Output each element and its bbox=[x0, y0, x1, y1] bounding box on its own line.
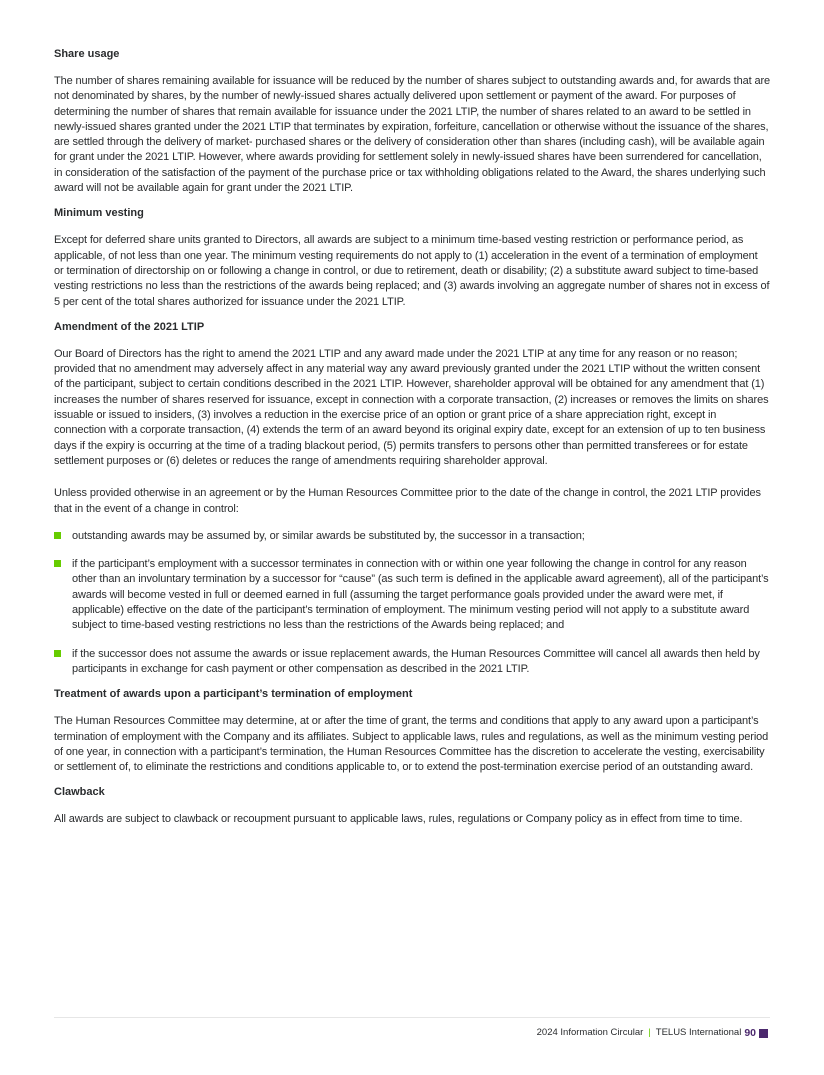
list-item-text: if the successor does not assume the awards or issue replacement awards, the Human Resources Committee will cancel all awards then held by participants in exchange for cash payment or other compensation as described in the 2021 LTIP. bbox=[72, 647, 760, 675]
section-termination bbox=[54, 687, 770, 775]
brand-square-icon bbox=[759, 1029, 768, 1038]
footer-separator: | bbox=[648, 1027, 651, 1038]
square-bullet-icon bbox=[54, 650, 61, 657]
section-heading: Treatment of awards upon a participant’s termination of employment bbox=[54, 688, 413, 701]
footer-divider bbox=[54, 1017, 770, 1018]
section-minimum-vesting bbox=[54, 206, 770, 309]
paragraph: Except for deferred share units granted to Directors, all awards are subject to a minimum time-based vesting restriction or performance period, as applicable, of not less than one year. The minimum vesting requirements do not apply to (1) acceleration in the event of a termination of employment or termination of directorship on or following a change in control, or due to retirement, death or disability; (2) a substitute award subject to time-based vesting restrictions no less than the restrictions of the awards being replaced; and (3) awards involving an aggregate number of shares not in excess of 5 per cent of the total shares authorized for issuance under the 2021 LTIP. bbox=[54, 234, 770, 308]
page-number: 90 bbox=[744, 1027, 756, 1039]
list-item-text: outstanding awards may be assumed by, or similar awards be substituted by, the successor in a transaction; bbox=[72, 529, 585, 542]
list-item bbox=[54, 557, 770, 633]
section-amendment bbox=[54, 320, 770, 677]
list-item bbox=[54, 647, 770, 678]
section-heading: Minimum vesting bbox=[54, 207, 144, 220]
paragraph: The Human Resources Committee may determine, at or after the time of grant, the terms and conditions that apply to any award upon a participant’s termination of employment with the Company and its affiliates. Subject to applicable laws, rules and regulations, as well as the minimum vesting period of one year, in connection with a participant’s termination, the Human Resources Committee has the discretion to accelerate the vesting, exercisability or settlement of, to eliminate the restrictions and conditions applicable to, or to extend the post-termination exercise period of an outstanding award. bbox=[54, 715, 769, 774]
square-bullet-icon bbox=[54, 560, 61, 567]
paragraph: Unless provided otherwise in an agreement or by the Human Resources Committee prior to the date of the change in control, the 2021 LTIP provides that in the event of a change in control: bbox=[54, 487, 761, 515]
list-item bbox=[54, 529, 770, 544]
section-heading: Amendment of the 2021 LTIP bbox=[54, 320, 205, 333]
paragraph: All awards are subject to clawback or recoupment pursuant to applicable laws, rules, regulations or Company policy as in effect from time to time. bbox=[54, 813, 743, 826]
square-bullet-icon bbox=[54, 532, 61, 539]
footer-document-title: 2024 Information Circular bbox=[536, 1027, 644, 1038]
paragraph: Our Board of Directors has the right to amend the 2021 LTIP and any award made under the 2021 LTIP at any time for any reason or no reason; provided that no amendment may adversely affect in any material way any award previously granted under the 2021 LTIP without the written consent of the participant, subject to certain conditions described in the 2021 LTIP. However, shareholder approval will be obtained for any amendment that (1) increases the number of shares reserved for issuance, except in connection with a corporate transaction, (2) increases or removes the limits on shares issuable or issued to insiders, (3) involves a reduction in the exercise price of an option or grant price of a share appreciation right, except in connection with a corporate transaction, (4) extends the term of an award beyond its original expiry date, except for an extension of up to ten business days if the expiry is occurring at the time of a trading blackout period, (5) permits transfers to persons other than permitted transferees or for estate settlement purposes or (6) deletes or reduces the range of amendments requiring shareholder approval. bbox=[54, 347, 769, 467]
page-footer bbox=[537, 1027, 768, 1039]
paragraph: The number of shares remaining available for issuance will be reduced by the number of shares subject to outstanding awards and, for awards that are not denominated by shares, by the number of newly-issued shares actually delivered upon settlement or payment of the award. For purposes of determining the number of shares that remain available for issuance under the 2021 LTIP, the number of shares related to an award to be settled in newly-issued shares granted under the 2021 LTIP that terminates by expiration, forfeiture, cancellation or otherwise without the issuance of the shares, are settled through the delivery of market- purchased shares or the delivery of consideration other than shares (including cash), will be available again for grant under the 2021 LTIP. However, where awards providing for settlement solely in newly-issued shares have been surrendered for cancellation, in consideration of the satisfaction of the payment of the purchase price or tax withholding obligations related to the Award, the shares underlying such award will not be available again for grant under the 2021 LTIP. bbox=[54, 75, 770, 195]
list-item-text: if the participant’s employment with a successor terminates in connection with or within one year following the change in control for any reason other than an involuntary termination by a successor for “cause” (as such term is defined in the applicable award agreement), all of the participant’s awards will become vested in full or deemed earned in full (assuming the target performance goals provided under the award were met, if applicable) effective on the date of the participant’s termination of employment. The minimum vesting period will not apply to a substitute award subject to time-based vesting restrictions no less than the restrictions of the Awards being replaced; and bbox=[72, 558, 769, 632]
footer-company-name: TELUS International bbox=[655, 1027, 742, 1038]
section-clawback bbox=[54, 785, 770, 827]
section-share-usage bbox=[54, 47, 770, 196]
document-page bbox=[54, 47, 770, 838]
section-heading: Share usage bbox=[54, 48, 120, 60]
bullet-list bbox=[54, 529, 770, 677]
section-heading: Clawback bbox=[54, 786, 105, 799]
